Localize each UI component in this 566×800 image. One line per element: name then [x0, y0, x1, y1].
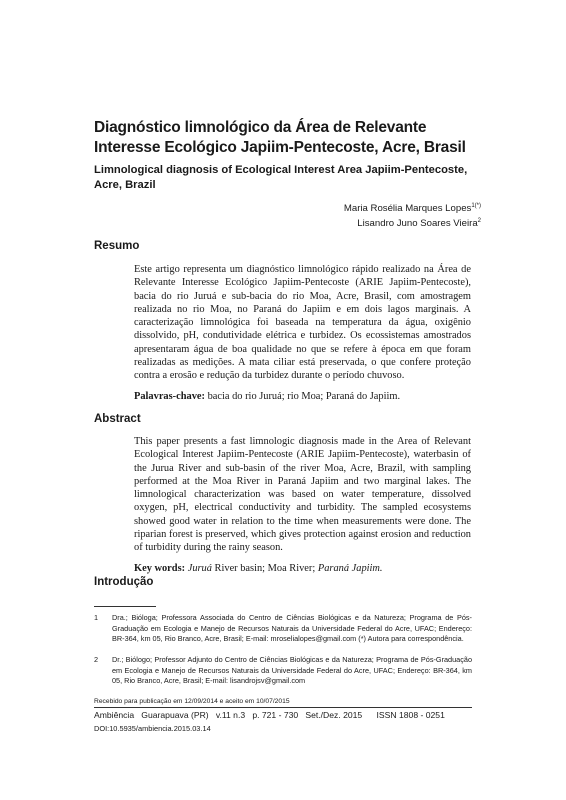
journal-city: Guarapuava (PR)	[141, 710, 209, 720]
resumo-text: Este artigo representa um diagnóstico limnológico rápido realizado na Área de Relevante Interesse Ecológico Japiim-Pentecoste (ARIE Japiim-Pentecoste), bacia do rio Juruá e sub-bacia do rio Moa, Acre, Brasil, com amostragem realizada no rio Moa, no Paraná do Japiim e em dois lagos marginais. A caracterização limnológica foi baseada na temperatura da água, oxigênio dissolvido, pH, condutividade elétrica e turbidez. Os ecossistemas amostrados apresentaram água de boa qualidade no que se refere à época em que foram realizadas as medições. A mata ciliar está preservada, o que confere proteção contra a erosão e redução da turbidez durante o período chuvoso.	[134, 264, 471, 382]
footer-divider	[94, 707, 472, 708]
keywords-label: Palavras-chave:	[134, 390, 205, 402]
footnote-number: 1	[94, 613, 99, 622]
author-name: Lisandro Juno Soares Vieira	[357, 218, 478, 230]
journal-info	[94, 710, 472, 720]
journal-name: Ambiência	[94, 710, 135, 720]
journal-pages: p. 721 - 730	[252, 710, 299, 720]
keyword-italic: Juruá	[187, 562, 212, 574]
author-mark: 2	[477, 218, 481, 224]
footnote-1	[94, 613, 472, 645]
footnote-number: 2	[94, 655, 99, 664]
keywords-text: bacia do rio Juruá; rio Moa; Paraná do Japiim.	[207, 390, 401, 402]
author-mark: 1(*)	[471, 203, 481, 209]
keyword-plain: River basin; Moa River;	[211, 562, 318, 574]
journal-issn: ISSN 1808 - 0251	[376, 710, 445, 720]
abstract-text: This paper presents a fast limnologic diagnosis made in the Area of Relevant Ecological Interest Japiim-Pentecoste (ARIE Japiim-Pentecoste), waterbasin of the Jurua River and sub-basin of the river Moa, Acre, Brazil, with sampling performed at the Moa River in Paraná Japiim and two marginal lakes. The limnological characterization was based on water temperature, dissolved oxygen, pH, electrical conductivity and turbidity. The sampled ecosystems showed good water in relation to the time when measurements were done. The riparian forest is preserved, which gives protection against erosion and reduction of turbidity during the rainy season.	[134, 436, 471, 554]
received-date: Recebido para publicação em 12/09/2014 e aceito em 10/07/2015	[94, 698, 290, 705]
article-subtitle: Limnological diagnosis of Ecological Interest Area Japiim-Pentecoste, Acre, Brazil	[94, 164, 468, 191]
journal-volume: v.11 n.3	[215, 710, 246, 720]
footnote-divider	[94, 606, 156, 607]
resumo-keywords	[134, 390, 471, 403]
abstract-section	[134, 435, 471, 575]
footnote-text: Dr.; Biólogo; Professor Adjunto do Centro de Ciências Biológicas e da Natureza; Programa de Pós-Graduação em Ecologia e Manejo de Recursos Naturais da Universidade Federal do Acre, UFAC; Endereço: BR-364, km 05, Rio Branco, Acre, Brasil; E-mail: lisandrojsv@gmail.com	[112, 655, 472, 686]
article-title: Diagnóstico limnológico da Área de Relevante Interesse Ecológico Japiim-Pentecoste, Acre, Brasil	[94, 119, 466, 156]
journal-date: Set./Dez. 2015	[305, 710, 363, 720]
author-2	[357, 218, 481, 229]
keyword-italic: Paraná Japiim.	[317, 562, 383, 574]
author-name: Maria Rosélia Marques Lopes	[343, 203, 472, 215]
resumo-section	[134, 263, 471, 403]
doi: DOI:10.5935/ambiencia.2015.03.14	[94, 724, 211, 733]
footnote-2	[94, 655, 472, 687]
keywords-label: Key words:	[134, 562, 186, 574]
abstract-heading: Abstract	[94, 413, 141, 425]
abstract-keywords	[134, 562, 471, 575]
resumo-heading: Resumo	[94, 240, 140, 252]
introducao-heading: Introdução	[94, 576, 154, 588]
author-1	[344, 203, 481, 214]
footnote-text: Dra.; Bióloga; Professora Associada do Centro de Ciências Biológicas e da Natureza; Programa de Pós-Graduação em Ecologia e Manejo de Recursos Naturais da Universidade Federal do Acre, UFAC; Endereço: BR-364, km 05, Rio Branco, Acre, Brasil; E-mail: mroselialopes@gmail.com (*) Autora para correspondência.	[112, 613, 472, 644]
